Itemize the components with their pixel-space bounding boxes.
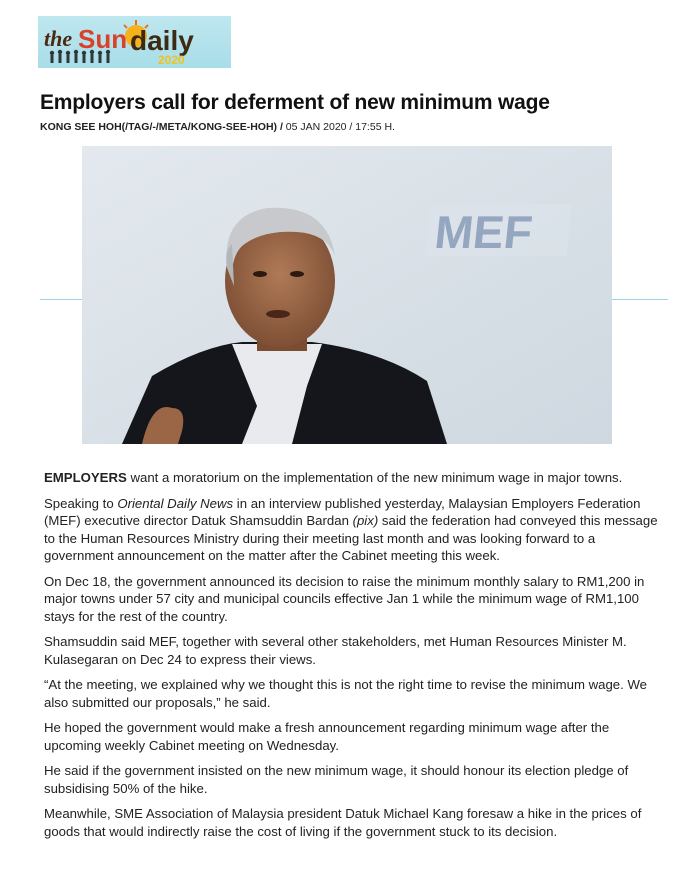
paragraph-text: Speaking to	[44, 495, 118, 511]
article-photo	[82, 146, 612, 444]
paragraph	[44, 469, 664, 487]
mef-sign-text: MEF	[432, 206, 535, 258]
photo-illustration	[82, 146, 612, 444]
logo-year: 2020	[158, 53, 185, 67]
site-logo[interactable]	[38, 16, 231, 68]
byline	[40, 120, 660, 134]
paragraph-text: want a moratorium on the implementation of the new minimum wage in major towns.	[126, 470, 623, 485]
paragraph-text: in an interview published yesterday, Malaysian Employers Federation (MEF) executive director Datuk Shamsuddin Bardan	[44, 495, 641, 528]
divider-right	[612, 299, 668, 300]
logo-text-the: the	[44, 26, 73, 51]
publish-date: 05 JAN 2020 / 17:55 H.	[285, 121, 395, 133]
article-title: Employers call for deferment of new minimum wage	[40, 91, 550, 114]
paragraph: Meanwhile, SME Association of Malaysia president Datuk Michael Kang foresaw a hike in the prices of goods that would indirectly raise the cost of living if the government stuck to its decision.	[44, 806, 642, 839]
paragraph-text: said the federation had conveyed this message to the Human Resources Ministry during their meeting last month and was looking forward to a government announcement on the matter after the Cabinet meeting this week.	[44, 513, 658, 563]
logo-text-sun: Sun	[78, 24, 128, 54]
paragraph: He hoped the government would make a fresh announcement regarding minimum wage after the upcoming weekly Cabinet meeting on Wednesday.	[44, 720, 610, 753]
paragraph: On Dec 18, the government announced its decision to raise the minimum monthly salary to RM1,200 in major towns under 57 city and municipal councils effective Jan 1 while the minimum wage of RM1,100 stays for the rest of the country.	[44, 573, 645, 624]
author-link[interactable]: KONG SEE HOH(/TAG/-/META/KONG-SEE-HOH)	[40, 121, 278, 133]
logo-text-daily: daily	[130, 25, 194, 56]
lead-word: EMPLOYERS	[44, 470, 127, 485]
paragraph: “At the meeting, we explained why we thought this is not the right time to revise the minimum wage. We also submitted our proposals,” he said.	[44, 677, 648, 710]
byline-separator: /	[277, 121, 286, 133]
paragraph	[44, 495, 664, 565]
pix-note: (pix)	[352, 513, 379, 528]
logo-graphic	[38, 16, 231, 68]
article-body	[44, 469, 664, 848]
divider-left	[40, 299, 82, 300]
publication-name: Oriental Daily News	[117, 495, 234, 511]
paragraph: Shamsuddin said MEF, together with several other stakeholders, met Human Resources Minister M. Kulasegaran on Dec 24 to express their views.	[44, 634, 627, 667]
paragraph: He said if the government insisted on the new minimum wage, it should honour its election pledge of subsidising 50% of the hike.	[44, 763, 629, 796]
